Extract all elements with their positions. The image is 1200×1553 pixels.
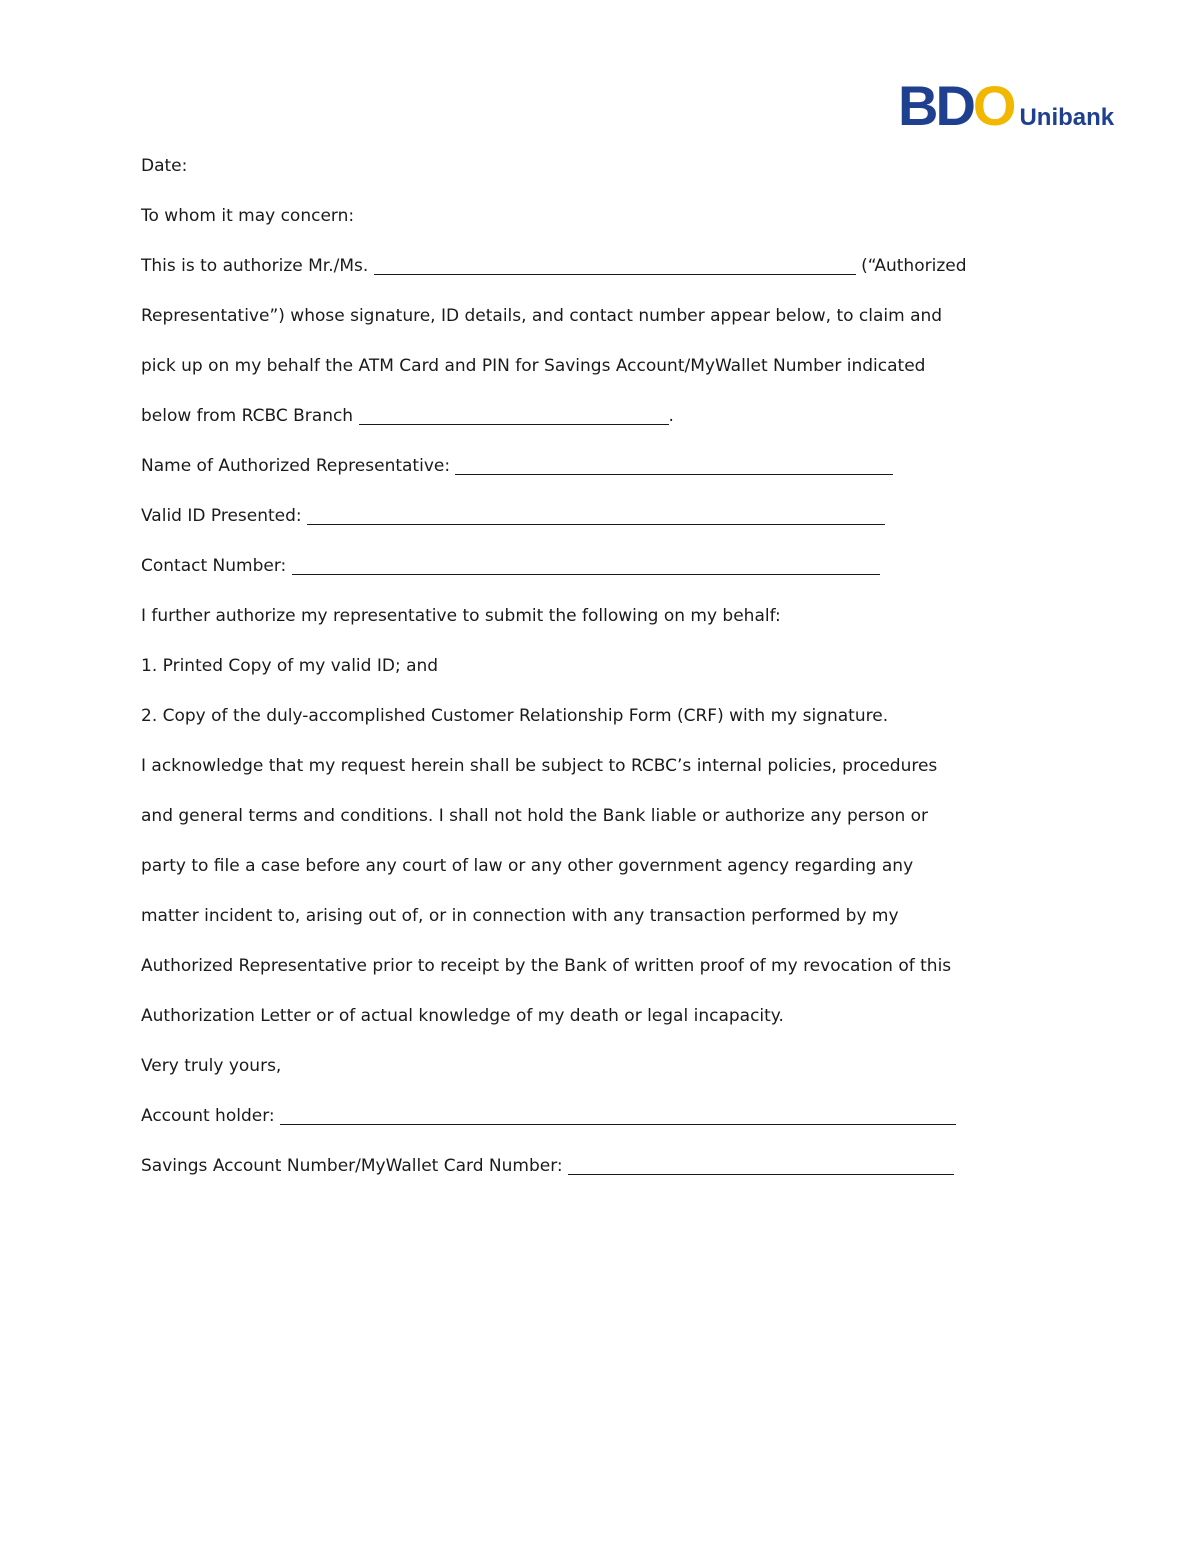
- valid-id-line: [141, 491, 1041, 541]
- list-item-2: 2. Copy of the duly-accomplished Customer Relationship Form (CRF) with my signature.: [141, 706, 889, 726]
- acknowledge-line-4: matter incident to, arising out of, or in connection with any transaction performed by my: [141, 906, 899, 926]
- letter-body: [141, 141, 1041, 1191]
- further-authorize-text: I further authorize my representative to submit the following on my behalf:: [141, 606, 781, 626]
- account-holder-label: Account holder:: [141, 1106, 275, 1126]
- branch-blank[interactable]: [359, 404, 669, 425]
- rep-name-label: Name of Authorized Representative:: [141, 456, 451, 476]
- account-holder-field[interactable]: [280, 1104, 956, 1125]
- logo-unibank-text: Unibank: [1019, 104, 1115, 131]
- authorization-line-4: [141, 391, 1041, 441]
- bdo-unibank-logo: [898, 74, 1138, 137]
- salutation: To whom it may concern:: [141, 206, 355, 226]
- branch-period: .: [668, 406, 674, 426]
- list-item-1: 1. Printed Copy of my valid ID; and: [141, 656, 439, 676]
- account-number-field[interactable]: [568, 1154, 954, 1175]
- account-number-line: [141, 1141, 1041, 1191]
- valid-id-label: Valid ID Presented:: [141, 506, 302, 526]
- rep-name-line: [141, 441, 1041, 491]
- date-line: [141, 141, 1041, 191]
- date-label: Date:: [141, 156, 188, 176]
- acknowledge-line-6: Authorization Letter or of actual knowledge of my death or legal incapacity.: [141, 1006, 784, 1026]
- contact-line: [141, 541, 1041, 591]
- acknowledge-line-3: party to file a case before any court of law or any other government agency regarding any: [141, 856, 914, 876]
- account-number-label: Savings Account Number/MyWallet Card Number:: [141, 1156, 563, 1176]
- valid-id-field[interactable]: [307, 504, 885, 525]
- closing: Very truly yours,: [141, 1056, 282, 1076]
- authorization-line-2: Representative”) whose signature, ID details, and contact number appear below, to claim and: [141, 306, 943, 326]
- authorized-text: (“Authorized: [861, 256, 967, 276]
- logo-letter-d: D: [935, 74, 973, 137]
- contact-label: Contact Number:: [141, 556, 287, 576]
- authorization-line-1: [141, 241, 1041, 291]
- contact-number-field[interactable]: [292, 554, 880, 575]
- account-holder-line: [141, 1091, 1041, 1141]
- representative-name-blank[interactable]: [374, 254, 856, 275]
- authorization-line-3: pick up on my behalf the ATM Card and PIN for Savings Account/MyWallet Number indicated: [141, 356, 926, 376]
- branch-text: below from RCBC Branch: [141, 406, 354, 426]
- logo-bdo-text: [898, 74, 1014, 137]
- authorize-text: This is to authorize Mr./Ms.: [141, 256, 369, 276]
- logo-letter-o: O: [972, 74, 1014, 137]
- logo-letter-b: B: [898, 74, 936, 137]
- acknowledge-line-1: I acknowledge that my request herein shall be subject to RCBC’s internal policies, procedures: [141, 756, 938, 776]
- acknowledge-line-2: and general terms and conditions. I shall not hold the Bank liable or authorize any person or: [141, 806, 929, 826]
- rep-name-field[interactable]: [455, 454, 893, 475]
- acknowledge-line-5: Authorized Representative prior to receipt by the Bank of written proof of my revocation of this: [141, 956, 952, 976]
